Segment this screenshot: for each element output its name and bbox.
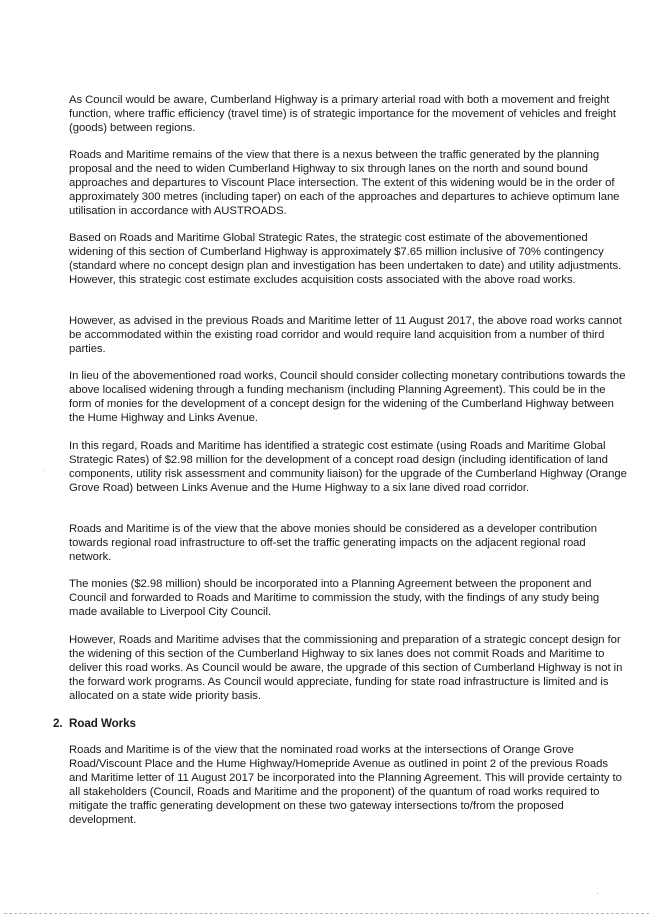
paragraph-nexus-widening: Roads and Maritime remains of the view that there is a nexus between the traffic generated by the planning proposal and the need to widen Cumberland Highway to six through lanes on the north and sound bound approaches and departures to Viscount Place intersection. The extent of this widening would be in the order of approximately 300 metres (including taper) on each of the approaches and departures to achieve optimum lane utilisation in accordance with AUSTROADS. bbox=[69, 149, 620, 217]
paragraph-planning-agreement: The monies ($2.98 million) should be incorporated into a Planning Agreement between the proponent and Council and forwarded to Roads and Maritime to commission the study, with the findings of any study being made available to Liverpool City Council. bbox=[69, 578, 600, 618]
paragraph-strategic-cost: Based on Roads and Maritime Global Strategic Rates, the strategic cost estimate of the abovementioned widening of this section of Cumberland Highway is approximately $7.65 million inclusive of 70% contingency (standard where no concept design plan and investigation has been undertaken to date) and utility adjustments. However, this strategic cost estimate excludes acquisition costs associated with the above road works. bbox=[69, 232, 622, 286]
section-title: Road Works bbox=[69, 717, 136, 730]
paragraph-road-works: Roads and Maritime is of the view that the nominated road works at the intersections of Orange Grove Road/Viscount Place and the Hume Highway/Homepride Avenue as outlined in point 2 of the previous Roads and Maritime letter of 11 August 2017 be incorporated into the Planning Agreement. This will provide certainty to all stakeholders (Council, Roads and Maritime and the proponent) of the quantum of road works required to mitigate the traffic generating development on these two gateway intersections to/from the proposed development. bbox=[69, 744, 622, 826]
scan-bottom-edge bbox=[4, 913, 649, 914]
paragraph-arterial-road: As Council would be aware, Cumberland Highway is a primary arterial road with both a movement and freight function, where traffic efficiency (travel time) is of strategic importance for the movement of vehicles and freight (goods) between regions. bbox=[69, 94, 616, 134]
paragraph-monetary-contributions: In lieu of the abovementioned road works, Council should consider collecting monetary contributions towards the above localised widening through a funding mechanism (including Planning Agreement). This could be in the form of monies for the development of a concept design for the widening of the Cumberland Highway between the Hume Highway and Links Avenue. bbox=[69, 370, 626, 424]
paragraph-forward-work-programs: However, Roads and Maritime advises that the commissioning and preparation of a strategic concept design for the widening of this section of the Cumberland Highway to six lanes does not commit Roads and Maritime to deliver this road works. As Council would be aware, the upgrade of this section of Cumberland Highway is not in the forward work programs. As Council would appreciate, funding for state road infrastructure is limited and is allocated on a state wide priority basis. bbox=[69, 634, 623, 702]
paragraph-developer-contribution: Roads and Maritime is of the view that the above monies should be considered as a developer contribution towards regional road infrastructure to off-set the traffic generating impacts on the adjacent regional road network. bbox=[69, 523, 597, 563]
paragraph-land-acquisition: However, as advised in the previous Roads and Maritime letter of 11 August 2017, the above road works cannot be accommodated within the existing road corridor and would require land acquisition from a number of third parties. bbox=[69, 315, 622, 355]
section-number: 2. bbox=[53, 717, 63, 730]
scan-speck: · bbox=[43, 466, 46, 475]
scan-speck: · bbox=[596, 889, 599, 898]
section-heading-road-works bbox=[53, 717, 136, 731]
paragraph-concept-design-estimate: In this regard, Roads and Maritime has identified a strategic cost estimate (using Roads and Maritime Global Strategic Rates) of $2.98 million for the development of a concept road design (including identification of land components, utility risk assessment and community liaison) for the upgrade of the Cumberland Highway (Orange Grove Road) between Links Avenue and the Hume Highway to a six lane dived road corridor. bbox=[69, 440, 627, 494]
